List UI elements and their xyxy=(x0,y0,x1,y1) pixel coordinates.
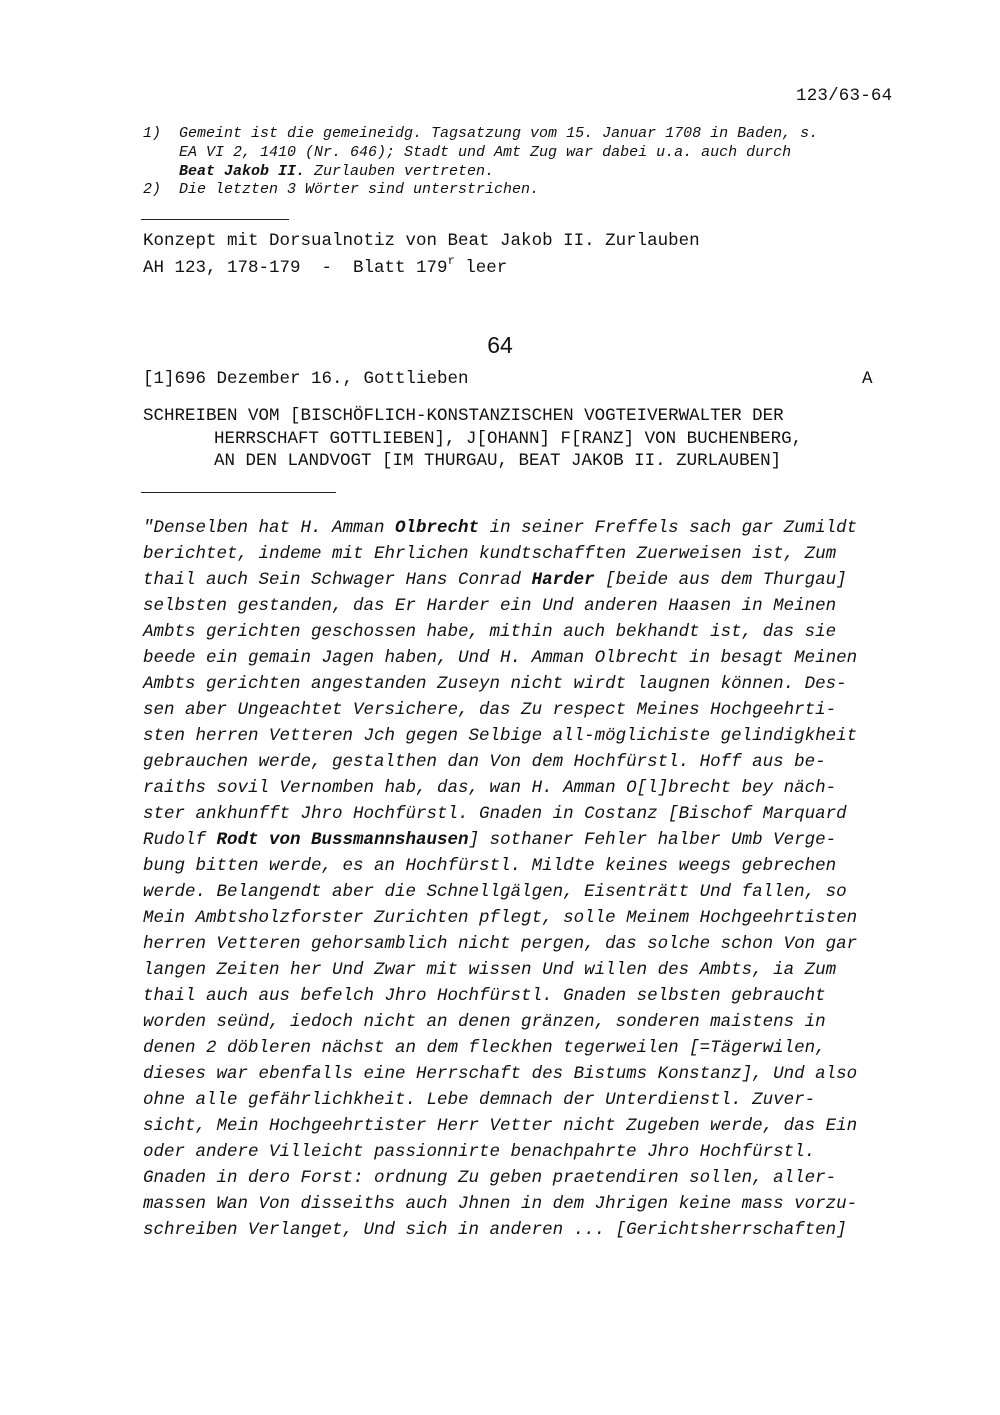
document-number: 64 xyxy=(487,332,513,358)
body-bold-name: Rodt von Bussmannshausen xyxy=(216,830,469,850)
body-line: sen aber Ungeachtet Versichere, das Zu respect Meines Hochgeehrti- xyxy=(143,700,837,720)
body-line: Ambts gerichten geschossen habe, mithin auch bekhandt ist, das sie xyxy=(143,622,837,642)
body-line xyxy=(143,830,836,850)
source-description: Konzept mit Dorsualnotiz von Beat Jakob II. Zurlauben xyxy=(143,231,700,251)
document-title-line-2: HERRSCHAFT GOTTLIEBEN], J[OHANN] F[RANZ] VON BUCHENBERG, xyxy=(214,429,803,449)
body-line: ohne alle gefährlichkheit. Lebe demnach der Unterdienstl. Zuver- xyxy=(143,1090,816,1110)
body-line: denen 2 döbleren nächst an dem fleckhen tegerweilen [=Tägerwilen, xyxy=(143,1038,826,1058)
body-line: worden seünd, iedoch nicht an denen gränzen, sonderen maistens in xyxy=(143,1012,826,1032)
body-bold-name: Olbrecht xyxy=(395,518,480,538)
body-line: thail auch aus befelch Jhro Hochfürstl. Gnaden selbsten gebraucht xyxy=(143,986,826,1006)
footnote-1-line-2: EA VI 2, 1410 (Nr. 646); Stadt und Amt Zug war dabei u.a. auch durch xyxy=(179,144,792,161)
body-text-segment: [beide aus dem Thurgau] xyxy=(594,570,847,590)
body-line xyxy=(143,570,847,590)
body-line: beede ein gemain Jagen haben, Und H. Amman Olbrecht in besagt Meinen xyxy=(143,648,858,668)
page-number: 123/63-64 xyxy=(796,86,893,106)
body-line: gebrauchen werde, gestalthen dan Von dem Hochfürstl. Hoff aus be- xyxy=(143,752,826,772)
source-reference-text: AH 123, 178-179 - Blatt 179 xyxy=(143,257,448,278)
footnote-2-text: Die letzten 3 Wörter sind unterstrichen. xyxy=(179,181,540,198)
body-line xyxy=(143,518,857,538)
body-line: selbsten gestanden, das Er Harder ein Und anderen Haasen in Meinen xyxy=(143,596,837,616)
footnote-1 xyxy=(143,124,818,143)
footnote-1-bold-name: Beat Jakob II. xyxy=(179,163,306,180)
footnote-1-number: 1) xyxy=(143,125,162,142)
footnote-separator-rule xyxy=(141,219,289,220)
body-text-segment: Rudolf xyxy=(143,830,217,850)
document-type-letter: A xyxy=(862,369,873,389)
title-separator-rule xyxy=(141,492,336,493)
footnote-1-line-1: Gemeint ist die gemeineidg. Tagsatzung vom 15. Januar 1708 in Baden, s. xyxy=(179,125,819,142)
footnote-1-line-3 xyxy=(179,162,494,181)
body-line: sten herren Vetteren Jch gegen Selbige all-möglichiste gelindigkheit xyxy=(143,726,858,746)
body-line: berichtet, indeme mit Ehrlichen kundtschafften Zuerweisen ist, Zum xyxy=(143,544,837,564)
footnote-2 xyxy=(143,180,539,199)
body-line: sicht, Mein Hochgeehrtister Herr Vetter nicht Zugeben werde, das Ein xyxy=(143,1116,858,1136)
body-line: werde. Belangendt aber die Schnellgälgen, Eisenträtt Und fallen, so xyxy=(143,882,847,902)
body-line: massen Wan Von disseiths auch Jhnen in dem Jhrigen keine mass vorzu- xyxy=(143,1194,858,1214)
body-line: dieses war ebenfalls eine Herrschaft des Bistums Konstanz], Und also xyxy=(143,1064,858,1084)
body-line: bung bitten werde, es an Hochfürstl. Mildte keines weegs gebrechen xyxy=(143,856,837,876)
body-text-segment: in seiner Freffels sach gar Zumildt xyxy=(479,518,858,538)
body-line: herren Vetteren gehorsamblich nicht pergen, das solche schon Von gar xyxy=(143,934,858,954)
document-date-place: [1]696 Dezember 16., Gottlieben xyxy=(143,369,469,389)
source-reference-suffix: leer xyxy=(454,257,508,278)
document-title-line-3: AN DEN LANDVOGT [IM THURGAU, BEAT JAKOB II. ZURLAUBEN] xyxy=(214,451,782,471)
body-bold-name: Harder xyxy=(531,570,595,590)
footnote-1-line-3-rest: Zurlauben vertreten. xyxy=(305,163,495,180)
source-reference xyxy=(143,255,507,278)
body-text-segment: ] sothaner Fehler halber Umb Verge- xyxy=(468,830,837,850)
footnote-2-number: 2) xyxy=(143,181,162,198)
document-title-line-1: SCHREIBEN VOM [BISCHÖFLICH-KONSTANZISCHEN VOGTEIVERWALTER DER xyxy=(143,406,784,426)
body-text-segment: "Denselben hat H. Amman xyxy=(143,518,396,538)
body-text-segment: thail auch Sein Schwager Hans Conrad xyxy=(143,570,532,590)
body-line: langen Zeiten her Und Zwar mit wissen Und willen des Ambts, ia Zum xyxy=(143,960,837,980)
body-line: Mein Ambtsholzforster Zurichten pflegt, solle Meinem Hochgeehrtisten xyxy=(143,908,858,928)
body-line: Ambts gerichten angestanden Zuseyn nicht wirdt laugnen können. Des- xyxy=(143,674,847,694)
body-line: oder andere Villeicht passionnirte benachpahrte Jhro Hochfürstl. xyxy=(143,1142,816,1162)
body-line: Gnaden in dero Forst: ordnung Zu geben praetendiren sollen, aller- xyxy=(143,1168,837,1188)
source-superscript: r xyxy=(447,254,455,268)
body-line: ster ankhunfft Jhro Hochfürstl. Gnaden in Costanz [Bischof Marquard xyxy=(143,804,847,824)
body-line: raiths sovil Vernomben hab, das, wan H. Amman O[l]brecht bey näch- xyxy=(143,778,837,798)
body-line: schreiben Verlanget, Und sich in anderen ... [Gerichtsherrschaften] xyxy=(143,1220,847,1240)
